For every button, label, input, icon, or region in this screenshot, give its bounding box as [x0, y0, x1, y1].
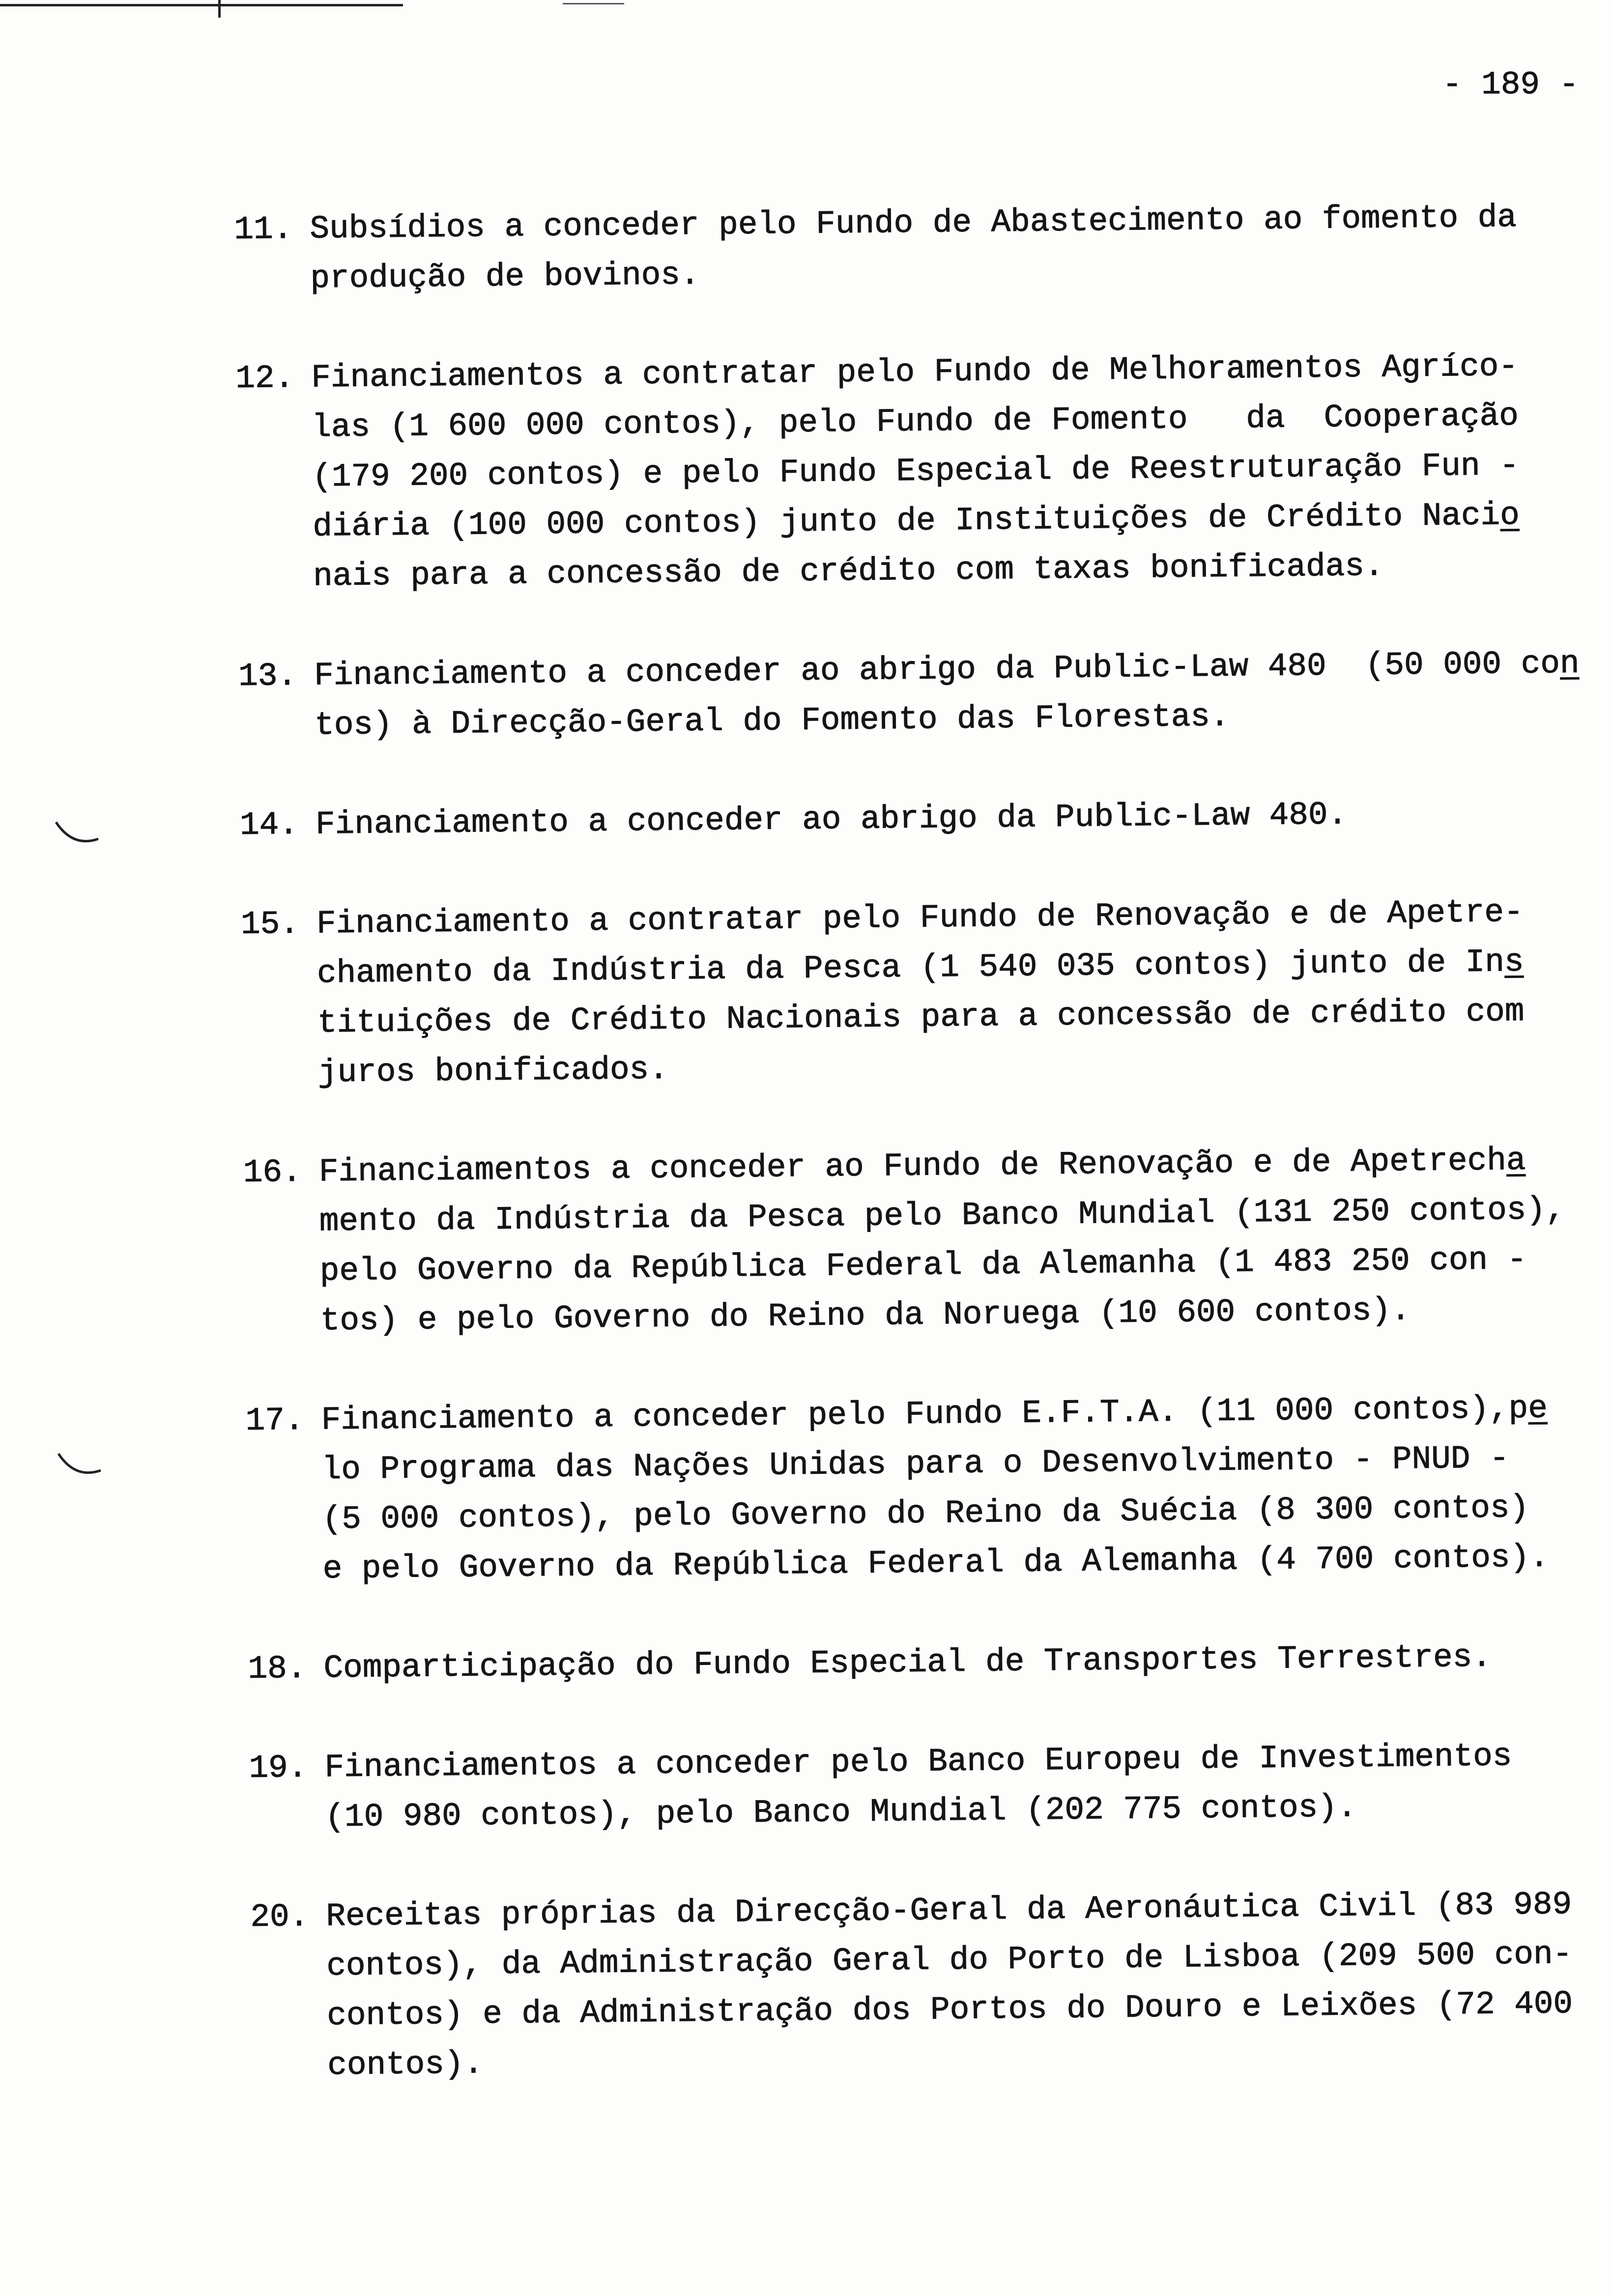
text-line: Financiamento a conceder ao abrigo da Public-Law 480. [315, 796, 1348, 843]
line-text: Financiamento a conceder pelo Fundo E.F.T.A. (11 000 contos),p [321, 1390, 1528, 1439]
underlined-char: o [1499, 496, 1520, 534]
underlined-char: s [1504, 943, 1524, 981]
line-text: Financiamentos a conceder ao Fundo de Renovação e de Apetrech [318, 1142, 1507, 1191]
item-text [310, 192, 1591, 304]
scan-edge-tick [218, 0, 221, 18]
item-text [318, 1135, 1601, 1346]
item-number: 12. [235, 359, 294, 397]
item-11 [234, 192, 1591, 304]
item-text [316, 787, 1597, 849]
underlined-char: e [1527, 1390, 1548, 1427]
text-line: tituições de Crédito Nacionais para a concessão de crédito com [317, 993, 1525, 1042]
item-15 [241, 887, 1599, 1098]
line-text: diária (100 000 contos) junto de Instituições de Crédito Naci [312, 497, 1500, 545]
text-line: lo Programa das Nações Unidas para o Desenvolvimento - PNUD - [321, 1440, 1509, 1489]
line-text: Financiamento a conceder ao abrigo da Public-Law 480 (50 000 co [314, 645, 1560, 694]
text-line: las (1 600 000 contos), pelo Fundo de Fomento da Cooperação [311, 397, 1519, 446]
binder-hole-mark [57, 1450, 103, 1484]
text-line: contos), da Administração Geral do Porto de Lisboa (209 500 con- [326, 1936, 1573, 1985]
item-number: 11. [234, 210, 293, 248]
item-number: 17. [245, 1402, 304, 1439]
text-line: Receitas próprias da Direcção-Geral da Aeronáutica Civil (83 989 [326, 1886, 1572, 1935]
text-line: (10 980 contos), pelo Banco Mundial (202 775 contos). [325, 1789, 1357, 1836]
text-line: tos) e pelo Governo do Reino da Noruega (10 600 contos). [320, 1292, 1411, 1340]
item-number: 19. [249, 1749, 308, 1787]
item-text [311, 341, 1594, 601]
item-text [321, 1383, 1604, 1594]
text-line: (5 000 contos), pelo Governo do Reino da Suécia (8 300 contos) [322, 1489, 1529, 1538]
text-line: tos) à Direcção-Geral do Fomento das Florestas. [314, 698, 1230, 744]
item-number: 13. [238, 657, 297, 695]
text-line: (179 200 contos) e pelo Fundo Especial de Reestruturação Fun - [312, 447, 1520, 496]
line-text: chamento da Indústria da Pesca (1 540 035 contos) junto de In [317, 944, 1505, 992]
text-line: Financiamentos a conceder pelo Banco Europeu de Investimentos [324, 1738, 1512, 1786]
item-number: 15. [240, 905, 300, 943]
text-line: Comparticipação do Fundo Especial de Transportes Terrestres. [323, 1638, 1492, 1687]
binder-hole-mark [54, 818, 101, 853]
item-number: 14. [239, 806, 299, 844]
page-number: - 189 - [1442, 66, 1579, 103]
text-line: mento da Indústria da Pesca pelo Banco Mundial (131 250 contos), [319, 1191, 1565, 1240]
item-19 [249, 1730, 1606, 1842]
item-16 [243, 1135, 1601, 1346]
underlined-char: n [1559, 645, 1580, 683]
item-14 [240, 787, 1597, 850]
item-12 [235, 341, 1594, 602]
scan-edge-rule [0, 4, 403, 6]
item-18 [248, 1631, 1605, 1693]
item-13 [238, 638, 1596, 750]
item-text [323, 1631, 1605, 1693]
underlined-char: a [1506, 1142, 1526, 1179]
item-text [326, 1879, 1609, 2090]
text-line: Subsídios a conceder pelo Fundo de Abastecimento ao fomento da [310, 199, 1517, 248]
item-text [314, 638, 1596, 750]
text-line: contos). [327, 2045, 484, 2084]
item-20 [250, 1879, 1609, 2091]
item-list [234, 192, 1609, 2141]
text-line: Financiamentos a contratar pelo Fundo de Melhoramentos Agríco- [311, 347, 1519, 397]
text-line: nais para a concessão de crédito com taxas bonificadas. [313, 547, 1384, 595]
text-line: e pelo Governo da República Federal da Alemanha (4 700 contos). [322, 1539, 1550, 1588]
item-number: 20. [250, 1898, 309, 1936]
text-line: pelo Governo da República Federal da Alemanha (1 483 250 con - [319, 1241, 1527, 1290]
item-text [317, 887, 1599, 1097]
text-line: juros bonificados. [317, 1051, 669, 1091]
item-number: 18. [248, 1650, 307, 1688]
item-17 [245, 1383, 1604, 1594]
text-line: produção de bovinos. [310, 256, 700, 297]
item-text [324, 1730, 1606, 1842]
scan-edge-rule-short [563, 3, 624, 4]
text-line: contos) e da Administração dos Portos do Douro e Leixões (72 400 [327, 1985, 1573, 2035]
item-number: 16. [243, 1153, 302, 1191]
text-line: Financiamento a contratar pelo Fundo de Renovação e de Apetre- [316, 893, 1524, 943]
